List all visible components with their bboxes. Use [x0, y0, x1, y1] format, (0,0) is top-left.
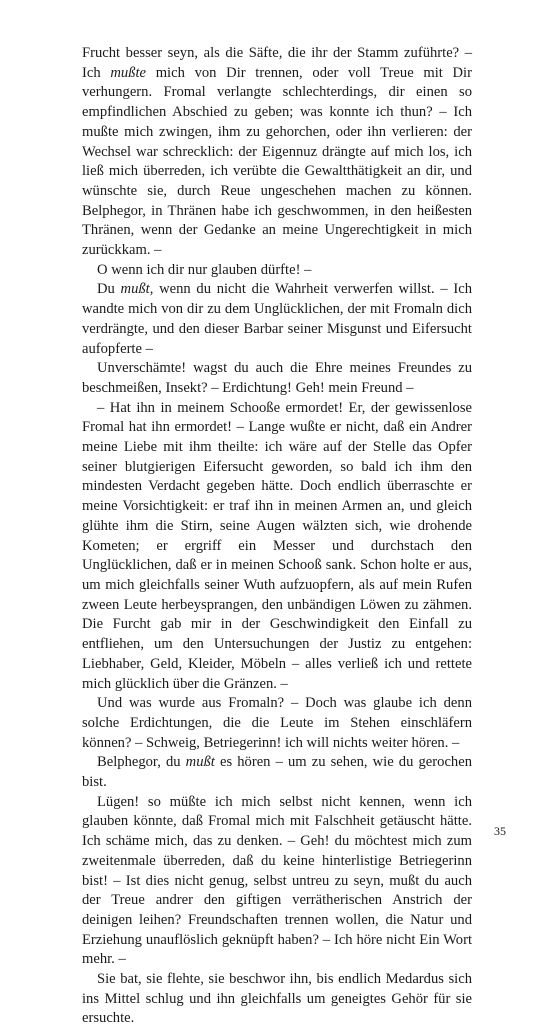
paragraph-3 — [82, 280, 472, 359]
text-segment: mich von Dir trennen, oder voll Treue mit Dir verhungern. Fromal verlangte schlechterdings, dir einen so empfindlichen Abschied zu geben; was konnte ich thun? – Ich mußte mich zwingen, ihm zu gehorchen, oder ihn verlieren: der Wechsel war schrecklich: der Eigennuz drängte auf mich los, ich ließ mich überreden, ich verübte die Gewaltthätigkeit an dir, und wünschte sie, durch Reue ungeschehen machen zu können. Belphegor, in Thränen habe ich geschwommen, in den heißesten Thränen, wenn der Gedanke an meine Ungerechtigkeit in mich zurückkam. – — [82, 64, 472, 259]
paragraph-1 — [82, 44, 472, 261]
emphasis-text: mußt — [120, 281, 150, 298]
paragraph-9 — [82, 970, 472, 1029]
book-page-text — [82, 44, 472, 1029]
text-segment: , wenn du nicht die Wahrheit verwerfen willst. – Ich wandte mich von dir zu dem Unglücklichen, der mit Fromaln dich verdrängte, und den dieser Barbar seiner Misgunst und Eifersucht aufopferte – — [82, 281, 472, 357]
paragraph-8 — [82, 793, 472, 970]
text-segment: – Hat ihn in meinem Schooße ermordet! Er, der gewissenlose Fromal hat ihn ermordet! – Lange wußte er nicht, daß ein Andrer meine Liebe mit ihm theilte: ich wäre auf der Stelle das Opfer seiner blutgierigen Eifersucht geworden, so bald ich ihm den mindesten Verdacht gegeben hätte. Doch endlich überraschte er meine Vorsichtigkeit: er traf ihn in meinen Armen an, und gleich glühte ihm die Stirn, seine Augen wälzten sich, wie drohende Kometen; er ergriff ein Messer und durchstach den Unglücklichen, daß er in meinen Schooß sank. Schon holte er aus, um mich gleichfalls seiner Wuth aufzuopfern, als auf mein Rufen zween Leute herbeysprangen, den unbändigen Löwen zu zähmen. Die Furcht gab mir in der Geschwindigkeit den Einfall zu entfliehen, um den Untersuchungen der Justiz zu entgehen: Liebhaber, Geld, Kleider, Möbeln – alles verließ ich und rettete mich glücklich über die Gränzen. – — [82, 399, 472, 692]
text-segment: Lügen! so müßte ich mich selbst nicht kennen, wenn ich glauben könnte, daß Fromal mich mit Falschheit getäuscht hätte. Ich schäme mich, das zu denken. – Geh! du möchtest mich zum zweitenmale überreden, daß du keine hinterlistige Betriegerinn bist! – Ist dies nicht genug, selbst untreu zu seyn, mußt du auch der Treue andrer den giftigen verrätherischen Anstrich der deinigen leihen? Freundschaften trennen wollen, die Natur und Erziehung unauflöslich geknüpft haben? – Ich höre nicht Ein Wort mehr. – — [82, 793, 472, 968]
text-segment: es hören – um zu sehen, wie du gerochen bist. — [82, 754, 472, 791]
text-segment: Und was wurde aus Fromaln? – Doch was glaube ich denn solche Erdichtungen, die die Leute im Stehen einschläfern können? – Schweig, Betriegerinn! ich will nichts weiter hören. – — [82, 695, 472, 751]
emphasis-text: mußt — [185, 754, 215, 771]
emphasis-text: mußte — [110, 64, 146, 81]
paragraph-7 — [82, 753, 472, 792]
paragraph-5 — [82, 399, 472, 695]
paragraph-4 — [82, 359, 472, 398]
text-segment: Sie bat, sie flehte, sie beschwor ihn, bis endlich Medardus sich ins Mittel schlug und ihn gleichfalls um geneigtes Gehör für sie ersuchte. — [82, 971, 472, 1027]
paragraph-6 — [82, 694, 472, 753]
text-segment: Frucht besser seyn, als die Säfte, die ihr der Stamm zuführte? – Ich — [82, 45, 472, 81]
paragraph-2 — [82, 261, 472, 281]
text-segment: Unverschämte! wagst du auch die Ehre meines Freundes zu beschmeißen, Insekt? – Erdichtung! Geh! mein Freund – — [82, 360, 472, 396]
text-segment: Belphegor, du — [97, 754, 186, 771]
page-number: 35 — [494, 824, 506, 838]
text-segment: O wenn ich dir nur glauben dürfte! – — [97, 261, 312, 278]
text-segment: Du — [97, 281, 121, 298]
